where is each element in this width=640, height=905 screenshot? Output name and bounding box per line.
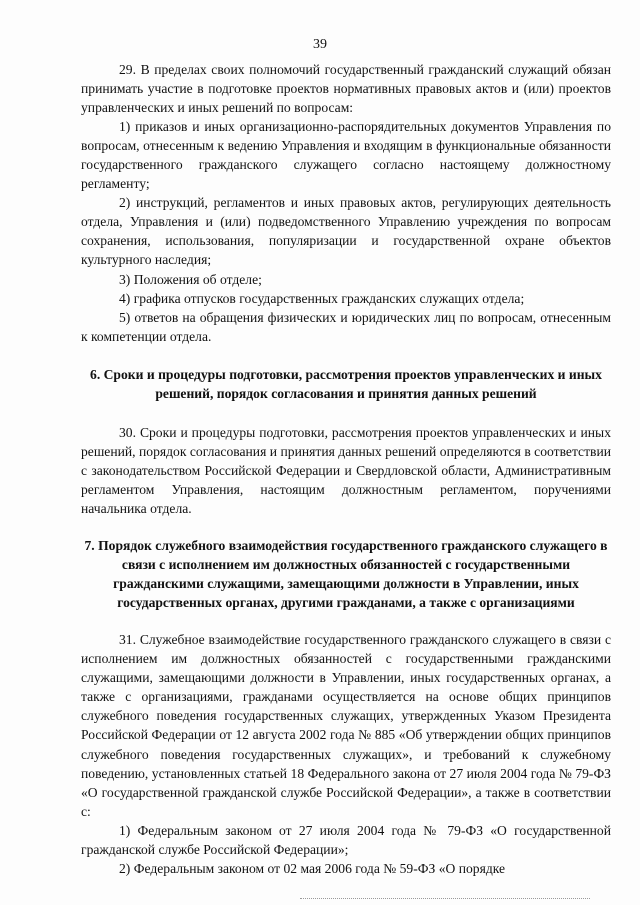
paragraph-29-item-3: 3) Положения об отделе; <box>119 271 262 287</box>
section-spacer <box>81 403 611 423</box>
paragraph-31-item-2: 2) Федеральным законом от 02 мая 2006 года № 59-ФЗ «О порядке <box>119 860 506 876</box>
paragraph-31: 31. Служебное взаимодействие государственного гражданского служащего в связи с исполнением им должностных обязанностей с государственными гражданскими служащими, замещающими должности в Управлении, иных государственных органах, а также с организациями, гражданами осуществляется на основе общих принципов служебного поведения государственных служащих, утвержденных Указом Президента Российской Федерации от 12 августа 2002 года № 885 «Об утверждении общих принципов служебного поведения государственных служащих», и требований к служебному поведению, установленных статьей 18 Федерального закона от 27 июля 2004 года № 79-ФЗ «О государственной гражданской службе Российской Федерации», а также в соответствии с: <box>81 632 611 819</box>
paragraph-30: 30. Сроки и процедуры подготовки, рассмотрения проектов управленческих и иных решений, порядок согласования и принятия данных решений определяются в соответствии с законодательством Российской Федерации и Свердловской области, Административным регламентом Управления, настоящим должностным регламентом, поручениями начальника отдела. <box>81 424 611 516</box>
paragraph-29-item-1: 1) приказов и иных организационно-распорядительных документов Управления по вопросам, отнесенным к ведению Управления и входящим в функциональные обязанности государственного гражданского служащего согласно настоящему должностному регламенту; <box>81 119 611 192</box>
document-body <box>81 60 611 878</box>
section-spacer <box>81 346 611 365</box>
section-spacer <box>81 518 611 536</box>
paragraph-31-item-1: 1) Федеральным законом от 27 июля 2004 года № 79-ФЗ «О государственной гражданской службе Российской Федерации»; <box>81 822 611 857</box>
section-spacer <box>81 612 611 630</box>
paragraph-29-item-2: 2) инструкций, регламентов и иных правовых актов, регулирующих деятельность отдела, Управления и (или) подведомственного Управлению учреждения по вопросам сохранения, использования, популяризации и государственной охране объектов культурного наследия; <box>81 195 611 268</box>
scan-edge-line <box>300 898 590 900</box>
paragraph-29-item-4: 4) графика отпусков государственных гражданских служащих отдела; <box>119 290 525 306</box>
section-6-heading: 6. Сроки и процедуры подготовки, рассмотрения проектов управленческих и иных решений, порядок согласования и принятия данных решений <box>90 366 602 401</box>
paragraph-29-item-5: 5) ответов на обращения физических и юридических лиц по вопросам, отнесенным к компетенции отдела. <box>81 309 611 344</box>
page-number: 39 <box>313 37 327 52</box>
section-7-heading: 7. Порядок служебного взаимодействия государственного гражданского служащего в связи с исполнением им должностных обязанностей с государственными гражданскими служащими, замещающими должности в Управлении, иных государственных органах, другими гражданами, а также с организациями <box>84 538 608 611</box>
paragraph-29-intro: 29. В пределах своих полномочий государственный гражданский служащий обязан принимать участие в подготовке проектов нормативных правовых актов и (или) проектов управленческих и иных решений по вопросам: <box>81 62 611 116</box>
